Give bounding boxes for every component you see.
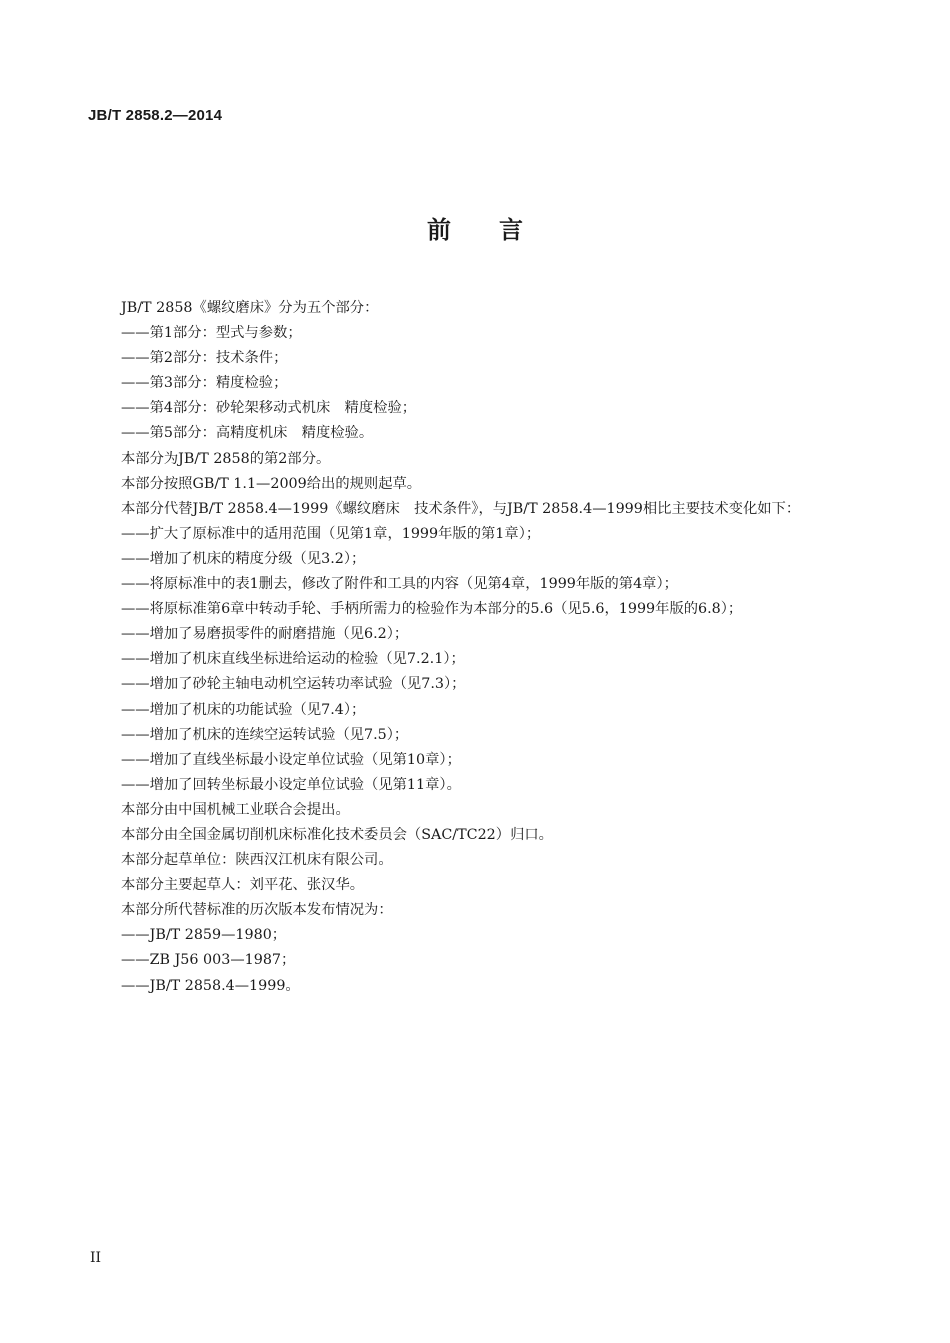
paragraph: ——JB/T 2858.4—1999。 (121, 977, 300, 994)
paragraph: ——第4部分：砂轮架移动式机床 精度检验； (121, 400, 417, 417)
paragraph: ——增加了直线坐标最小设定单位试验（见第10章）； (121, 751, 461, 768)
paragraph: ——第1部分：型式与参数； (121, 325, 302, 342)
paragraph: ——增加了机床的连续空运转试验（见7.5）； (121, 726, 409, 743)
paragraph: 本部分由中国机械工业联合会提出。 (121, 801, 350, 818)
paragraph: ——ZB J56 003—1987； (121, 952, 296, 969)
paragraph: ——第2部分：技术条件； (121, 350, 288, 367)
paragraph: ——增加了机床直线坐标进给运动的检验（见7.2.1）； (121, 651, 465, 668)
paragraph: ——第5部分：高精度机床 精度检验。 (121, 425, 374, 442)
paragraph: 本部分按照GB/T 1.1—2009给出的规则起草。 (121, 475, 422, 492)
paragraph: 本部分由全国金属切削机床标准化技术委员会（SAC/TC22）归口。 (121, 826, 553, 843)
paragraph: ——增加了回转坐标最小设定单位试验（见第11章）。 (121, 776, 461, 793)
paragraph: ——增加了砂轮主轴电动机空运转功率试验（见7.3）； (121, 676, 466, 693)
page-title: 前言 (427, 215, 571, 244)
paragraph: 本部分代替JB/T 2858.4—1999《螺纹磨床 技术条件》，与JB/T 2858.4—1999相比主要技术变化如下： (121, 500, 801, 517)
paragraph: ——将原标准中的表1删去，修改了附件和工具的内容（见第4章，1999年版的第4章）； (121, 576, 678, 593)
paragraph: 本部分所代替标准的历次版本发布情况为： (121, 902, 393, 919)
paragraph: 本部分为JB/T 2858的第2部分。 (121, 450, 331, 467)
paragraph: ——将原标准第6章中转动手轮、手柄所需力的检验作为本部分的5.6（见5.6，1999年版的6.8）； (121, 601, 743, 618)
paragraph: 本部分起草单位：陕西汉江机床有限公司。 (121, 852, 393, 869)
paragraph: ——增加了机床的功能试验（见7.4）； (121, 701, 366, 718)
paragraph: ——增加了易磨损零件的耐磨措施（见6.2）； (121, 626, 409, 643)
paragraph: ——第3部分：精度检验； (121, 375, 288, 392)
page-number: II (90, 1250, 102, 1266)
paragraph: ——JB/T 2859—1980； (121, 927, 287, 944)
paragraph: ——增加了机床的精度分级（见3.2）； (121, 550, 366, 567)
paragraph: JB/T 2858《螺纹磨床》分为五个部分： (121, 300, 379, 316)
paragraph: ——扩大了原标准中的适用范围（见第1章，1999年版的第1章）； (121, 525, 541, 542)
paragraph: 本部分主要起草人：刘平花、张汉华。 (121, 877, 365, 894)
foreword-body (88, 296, 848, 999)
standard-code: JB/T 2858.2—2014 (88, 107, 223, 124)
